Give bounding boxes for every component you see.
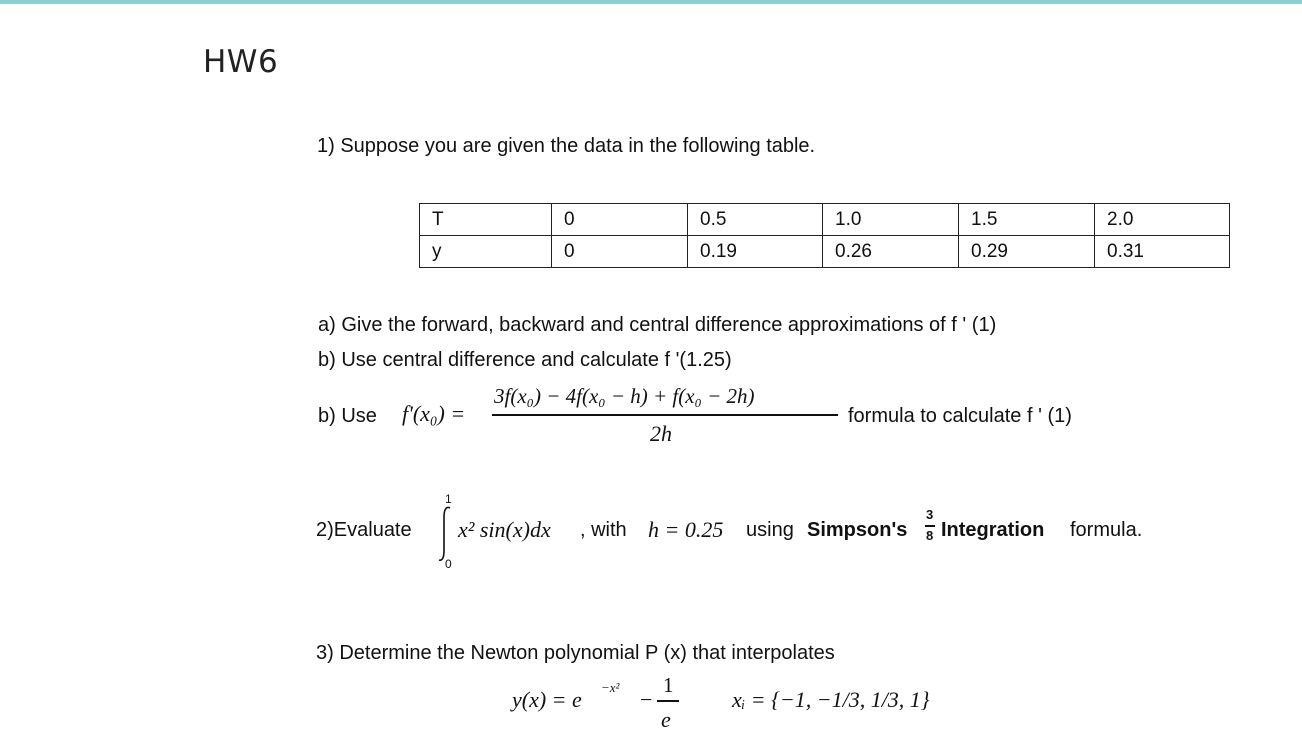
integral-upper-limit: 1 xyxy=(445,492,452,506)
integral-lower-limit: 0 xyxy=(445,557,452,571)
q3-text: 3) Determine the Newton polynomial P (x) that interpolates xyxy=(316,642,835,664)
q1-part-b1: b) Use central difference and calculate f '(1.25) xyxy=(318,349,732,371)
table-cell: 0.5 xyxy=(688,204,823,236)
table-cell: 0.26 xyxy=(823,236,959,268)
table-cell: y xyxy=(420,236,552,268)
simpson-frac-bar xyxy=(925,525,935,527)
q1-part-b2-suffix: formula to calculate f ' (1) xyxy=(848,405,1072,427)
simpson-frac-num: 3 xyxy=(926,507,934,522)
fraction-bar xyxy=(492,414,838,416)
h-value: h = 0.25 xyxy=(648,517,724,542)
function-frac-num: 1 xyxy=(663,673,674,697)
fraction-denominator: 2h xyxy=(650,421,672,446)
function-exponent: −x² xyxy=(601,680,620,695)
q2-using: using xyxy=(746,519,794,541)
method-name: Simpson's xyxy=(807,519,908,541)
page-title: HW6 xyxy=(203,44,279,80)
function-frac-bar xyxy=(657,700,679,702)
q2-prefix: 2)Evaluate xyxy=(316,519,412,541)
integral-sign-icon xyxy=(436,505,454,563)
function-lhs: y(x) = e xyxy=(512,687,582,712)
table-row xyxy=(420,236,1230,268)
interpolation-nodes: xᵢ = {−1, −1/3, 1/3, 1} xyxy=(732,687,930,712)
q1-part-a: a) Give the forward, backward and central difference approximations of f ' (1) xyxy=(318,314,997,336)
table-cell: 1.5 xyxy=(959,204,1095,236)
table-row xyxy=(420,204,1230,236)
function-minus: − xyxy=(640,687,653,712)
table-cell: 0 xyxy=(552,204,688,236)
top-accent-bar xyxy=(0,0,1302,4)
table-cell: 0 xyxy=(552,236,688,268)
table-cell: T xyxy=(420,204,552,236)
q2-with: , with xyxy=(580,519,627,541)
table-cell: 2.0 xyxy=(1095,204,1230,236)
table-cell: 1.0 xyxy=(823,204,959,236)
table-cell: 0.19 xyxy=(688,236,823,268)
data-table xyxy=(419,203,1230,268)
q1-intro: 1) Suppose you are given the data in the following table. xyxy=(317,135,816,157)
formula-word: formula. xyxy=(1070,519,1143,541)
derivative-lhs: f'(x₀) = xyxy=(402,401,466,426)
function-frac-den: e xyxy=(661,707,671,732)
q1-part-b2-prefix: b) Use xyxy=(318,405,377,427)
table-cell: 0.29 xyxy=(959,236,1095,268)
table-cell: 0.31 xyxy=(1095,236,1230,268)
integration-word: Integration xyxy=(941,519,1045,541)
fraction-numerator: 3f(x₀) − 4f(x₀ − h) + f(x₀ − 2h) xyxy=(494,384,755,408)
integrand: x² sin(x)dx xyxy=(458,517,551,542)
simpson-frac-den: 8 xyxy=(926,528,934,543)
